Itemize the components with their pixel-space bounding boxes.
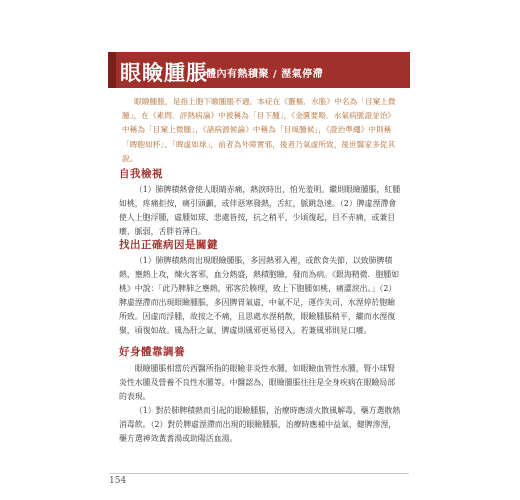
section-body-cause	[119, 254, 403, 338]
section-heading-care: 好身體靠調養	[119, 346, 185, 358]
intro-paragraph	[122, 95, 402, 166]
header-tab-decoration	[108, 52, 116, 88]
body-paragraph: （1）肺脾積熱會使人眼睛赤痛，熱淚時出，怕光羞明。繼則眼瞼腫脹，紅腫如桃，疼痛拒按，痛引頭顱，或伴惡寒發熱，舌紅，脈跳急速。（2）脾虛溼滯會使人上胞浮腫，虛腫如球，悲處皆按，抗之稍平，少頃復起，目不赤痛，或兼目癢，脈弱，舌胖苔薄白。	[119, 185, 401, 236]
body-paragraph: 眼瞼腫脹相當於西醫所指的眼瞼非炎性水腫，如眼瞼血管性水腫，腎小球腎炎性水腫及營養不良性水腫等。中醫認為，眼瞼腫脹往往是全身疾病在眼瞼局部的表現。	[119, 364, 396, 401]
intro-text: 眼瞼腫脹，是指上胞下瞼腫脹不適。本症在《靈樞．水脹》中名為「目窠上微腫」，在《素問．評熱病論》中被稱為「目下腫」，《金匱要略．水氣病脈證並治》中稱為「目窠上微腫」，《諸病源候論》中稱為「目風腫候」，《證治準繩》中則稱「睥胞如杯」、「睥虛如球」，前者為外障實邪，後者乃氣虛所致，後世醫家多從其說。	[122, 97, 396, 163]
chapter-header	[108, 52, 410, 88]
page-subtitle: 體內有熱積聚 / 溼氣停滯	[206, 69, 324, 80]
section-heading-cause: 找出正確病因是關鍵	[119, 239, 218, 251]
page-number: 154	[109, 476, 127, 486]
body-paragraph: （1）肺脾積熱而出現眼瞼腫脹，多因熱邪入裡，或飲食失節，以致肺脾積熱，壅熱上攻，煉火客邪，血分熱盛，熱積胞瞼，發而為病。《銀海精微．胞腫如桃》中說：「此乃脾肺之壅熱，邪客於腠理，致上下胞腫如桃，痛澀淚出。」（2）脾虛溼滯而出現眼瞼腫脹，多因脾胃氣虛，中氣不足，運作失司，水溼停於胞瞼所致。因虛而浮腫，故按之不痛，且思處水溼稍散，眼瞼腫脹稍平，繼而水溼復聚，頃復如故。風為肝之氣，脾虛則風邪更易侵入，若兼風邪則見口癢。	[119, 256, 400, 335]
section-body-self-check	[119, 183, 403, 239]
footer-divider	[109, 473, 409, 474]
section-heading-self-check: 自我檢視	[119, 168, 163, 180]
page-title: 眼瞼腫脹	[120, 60, 208, 85]
body-paragraph: （1）對於肺脾積熱而引起的眼瞼腫脹，治療時應清火散風解毒，藥方選散熱消毒飲。（2）對於脾虛溼滯而出現的眼瞼腫脹，治療時應補中益氣，健脾滲溼，藥方選神效黃耆湯或助陽活血湯。	[119, 406, 401, 443]
section-body-care	[119, 362, 403, 446]
